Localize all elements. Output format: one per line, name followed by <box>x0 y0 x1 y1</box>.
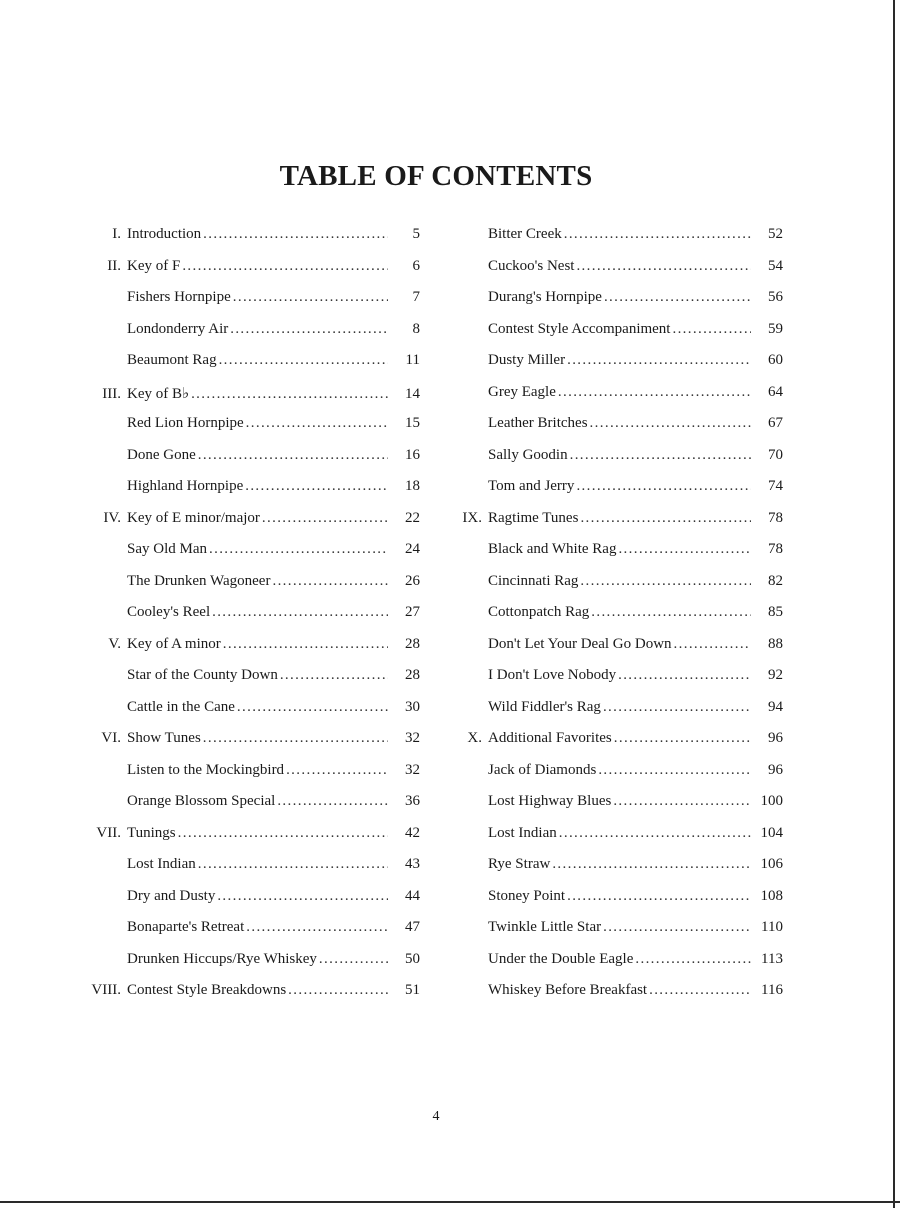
toc-section-number: III. <box>102 385 121 402</box>
toc-entry <box>70 951 420 983</box>
toc-page-number: 8 <box>412 320 420 337</box>
toc-page-number: 104 <box>760 824 783 841</box>
toc-entry-title: Ragtime Tunes <box>488 509 579 526</box>
toc-leader-dots <box>618 667 751 684</box>
toc-entry-title: Orange Blossom Special <box>127 793 276 809</box>
toc-entry-title: Show Tunes <box>127 730 201 746</box>
toc-column-right <box>458 226 783 1014</box>
toc-entry <box>458 573 783 605</box>
toc-leader-dots <box>598 762 751 779</box>
toc-leader-dots <box>567 352 751 369</box>
toc-entry-title: Bonaparte's Retreat <box>127 919 245 935</box>
toc-leader-dots <box>246 415 388 432</box>
toc-entry <box>70 919 420 951</box>
toc-entry-title: Cooley's Reel <box>127 604 211 620</box>
toc-entry-title: Durang's Hornpipe <box>488 289 602 305</box>
toc-entry <box>70 352 420 384</box>
toc-leader-dots <box>212 604 388 621</box>
toc-entry-title: Rye Straw <box>488 856 551 872</box>
toc-entry-title: Key of F <box>127 257 181 274</box>
toc-leader-dots <box>552 856 751 873</box>
toc-entry <box>70 573 420 605</box>
toc-section-number: IV. <box>103 509 121 526</box>
toc-entry-title: Key of B♭ <box>127 385 190 402</box>
toc-section-number: VII. <box>96 824 121 841</box>
toc-entry-title: Londonderry Air <box>127 320 229 337</box>
toc-entry-title: Introduction <box>127 226 202 242</box>
toc-entry <box>458 951 783 983</box>
toc-page-number: 6 <box>412 257 420 274</box>
toc-page-number: 11 <box>405 352 420 368</box>
toc-page-number: 78 <box>768 509 783 526</box>
toc-entry <box>70 415 420 447</box>
toc-entry <box>70 730 420 762</box>
toc-leader-dots <box>203 226 388 243</box>
toc-section-number: II. <box>107 257 121 274</box>
toc-entry-title: Dusty Miller <box>488 352 566 368</box>
toc-leader-dots <box>245 478 388 495</box>
toc-page-number: 32 <box>405 730 420 746</box>
toc-page-number: 64 <box>768 383 783 400</box>
toc-leader-dots <box>198 447 388 464</box>
toc-leader-dots <box>198 856 388 873</box>
toc-leader-dots <box>203 730 388 747</box>
toc-page-number: 22 <box>405 509 420 526</box>
toc-entry <box>458 636 783 668</box>
toc-page-number: 54 <box>768 257 783 274</box>
toc-entry-title: Listen to the Mockingbird <box>127 761 285 778</box>
toc-entry-title: Stoney Point <box>488 887 566 904</box>
toc-page-number: 110 <box>761 919 783 935</box>
toc-page-number: 116 <box>761 982 783 998</box>
toc-page-number: 52 <box>768 226 783 242</box>
toc-page-number: 56 <box>768 289 783 305</box>
toc-entry <box>458 699 783 731</box>
toc-page-number: 14 <box>405 385 420 402</box>
toc-entry <box>458 510 783 542</box>
toc-leader-dots <box>280 667 388 684</box>
toc-entry <box>458 604 783 636</box>
toc-leader-dots <box>217 888 388 905</box>
toc-entry-title: Under the Double Eagle <box>488 950 634 967</box>
toc-leader-dots <box>219 352 388 369</box>
toc-entry-title: Beaumont Rag <box>127 352 217 368</box>
toc-entry-title: Tunings <box>127 824 176 841</box>
page-edge-right <box>893 0 895 1208</box>
toc-page-number: 30 <box>405 698 420 715</box>
toc-entry-title: Lost Indian <box>127 856 196 872</box>
toc-entry-title: Jack of Diamonds <box>488 761 597 778</box>
toc-leader-dots <box>230 321 388 338</box>
toc-entry <box>70 478 420 510</box>
toc-entry <box>458 793 783 825</box>
toc-leader-dots <box>570 447 751 464</box>
toc-page-number: 94 <box>768 698 783 715</box>
toc-section-number: VI. <box>101 730 121 746</box>
toc-entry-title: Tom and Jerry <box>488 478 575 494</box>
toc-leader-dots <box>567 888 751 905</box>
toc-entry <box>70 604 420 636</box>
toc-page-number: 28 <box>405 635 420 652</box>
toc-page-number: 106 <box>760 856 783 872</box>
toc-entry <box>70 667 420 699</box>
toc-entry-title: Contest Style Breakdowns <box>127 982 287 998</box>
toc-leader-dots <box>286 762 388 779</box>
toc-entry <box>70 289 420 321</box>
toc-entry <box>458 762 783 794</box>
toc-leader-dots <box>182 258 388 275</box>
toc-entry <box>70 258 420 290</box>
toc-entry <box>458 888 783 920</box>
toc-entry <box>458 258 783 290</box>
toc-entry <box>70 699 420 731</box>
toc-entry <box>458 415 783 447</box>
toc-entry <box>458 478 783 510</box>
toc-entry-title: Don't Let Your Deal Go Down <box>488 635 672 652</box>
toc-page-number: 78 <box>768 541 783 557</box>
toc-leader-dots <box>614 730 751 747</box>
toc-page-number: 5 <box>412 226 420 242</box>
toc-page-number: 32 <box>405 761 420 778</box>
toc-entry-title: Sally Goodin <box>488 446 568 463</box>
page-edge-bottom <box>0 1201 900 1203</box>
toc-leader-dots <box>277 793 388 810</box>
toc-entry-title: Leather Britches <box>488 415 588 431</box>
toc-page-number: 59 <box>768 320 783 337</box>
toc-entry <box>70 384 420 416</box>
toc-entry-title: Cottonpatch Rag <box>488 604 590 620</box>
toc-page-number: 92 <box>768 667 783 683</box>
toc-page-number: 67 <box>768 415 783 431</box>
toc-entry-title: Lost Highway Blues <box>488 793 612 809</box>
toc-entry <box>70 982 420 1014</box>
toc-leader-dots <box>564 226 751 243</box>
toc-entry <box>458 321 783 353</box>
toc-leader-dots <box>618 541 751 558</box>
toc-leader-dots <box>635 951 751 968</box>
toc-entry <box>70 321 420 353</box>
toc-leader-dots <box>559 825 751 842</box>
toc-leader-dots <box>580 573 751 590</box>
toc-leader-dots <box>580 510 751 527</box>
toc-leader-dots <box>603 919 751 936</box>
toc-leader-dots <box>272 573 388 590</box>
toc-entry-title: Cattle in the Cane <box>127 698 235 715</box>
toc-leader-dots <box>672 321 751 338</box>
toc-entry-title: Contest Style Accompaniment <box>488 320 671 337</box>
toc-leader-dots <box>191 386 388 403</box>
toc-entry-title: Fishers Hornpipe <box>127 289 231 305</box>
toc-leader-dots <box>590 415 751 432</box>
toc-page-number: 27 <box>405 604 420 620</box>
toc-page-number: 15 <box>405 415 420 431</box>
toc-page-number: 96 <box>768 730 783 746</box>
toc-entry <box>458 919 783 951</box>
toc-entry-title: Bitter Creek <box>488 226 562 242</box>
toc-leader-dots <box>233 289 388 306</box>
toc-page-number: 28 <box>405 667 420 683</box>
toc-page-number: 7 <box>412 289 420 305</box>
toc-section-number: IX. <box>462 509 482 526</box>
toc-entry <box>70 762 420 794</box>
toc-section-number: VIII. <box>91 982 121 998</box>
toc-entry <box>70 636 420 668</box>
toc-entry-title: Additional Favorites <box>488 730 612 746</box>
toc-entry <box>70 226 420 258</box>
toc-entry <box>70 447 420 479</box>
toc-leader-dots <box>649 982 751 999</box>
toc-section-number: V. <box>108 635 121 652</box>
toc-entry <box>70 888 420 920</box>
toc-page-number: 85 <box>768 604 783 620</box>
toc-section-number: I. <box>112 226 121 242</box>
toc-page-number: 96 <box>768 761 783 778</box>
toc-entry <box>458 667 783 699</box>
toc-page-number: 113 <box>761 950 783 967</box>
toc-leader-dots <box>603 699 751 716</box>
toc-page-number: 26 <box>405 572 420 589</box>
toc-entry <box>70 856 420 888</box>
toc-page-number: 60 <box>768 352 783 368</box>
toc-leader-dots <box>246 919 388 936</box>
toc-entry-title: Cincinnati Rag <box>488 572 579 589</box>
toc-column-left <box>70 226 420 1014</box>
toc-entry-title: Black and White Rag <box>488 541 617 557</box>
toc-entry-title: Highland Hornpipe <box>127 478 244 494</box>
toc-entry-title: The Drunken Wagoneer <box>127 572 271 589</box>
toc-page-number: 24 <box>405 541 420 557</box>
toc-leader-dots <box>178 825 388 842</box>
toc-page-number: 44 <box>405 887 420 904</box>
toc-entry-title: Cuckoo's Nest <box>488 257 575 274</box>
toc-entry-title: Say Old Man <box>127 541 207 557</box>
toc-entry <box>70 825 420 857</box>
toc-entry-title: Wild Fiddler's Rag <box>488 698 601 715</box>
toc-leader-dots <box>576 478 751 495</box>
toc-entry-title: Grey Eagle <box>488 383 556 400</box>
toc-entry <box>458 541 783 573</box>
toc-entry <box>458 856 783 888</box>
toc-entry-title: Done Gone <box>127 446 196 463</box>
toc-entry-title: Twinkle Little Star <box>488 919 602 935</box>
toc-leader-dots <box>613 793 751 810</box>
toc-entry-title: Key of E minor/major <box>127 509 260 526</box>
toc-page-number: 74 <box>768 478 783 494</box>
toc-page-number: 47 <box>405 919 420 935</box>
toc-entry-title: Red Lion Hornpipe <box>127 415 244 431</box>
toc-page-number: 70 <box>768 446 783 463</box>
toc-leader-dots <box>591 604 751 621</box>
toc-entry-title: Dry and Dusty <box>127 887 216 904</box>
toc-page-number: 18 <box>405 478 420 494</box>
toc-entry-title: Key of A minor <box>127 635 221 652</box>
toc-entry-title: Whiskey Before Breakfast <box>488 982 648 998</box>
toc-entry-title: Lost Indian <box>488 824 557 841</box>
toc-page-number: 82 <box>768 572 783 589</box>
toc-page-number: 43 <box>405 856 420 872</box>
toc-section-number: X. <box>467 730 482 746</box>
toc-page-number: 16 <box>405 446 420 463</box>
toc-entry-title: Star of the County Down <box>127 667 278 683</box>
toc-entry <box>70 510 420 542</box>
toc-entry <box>458 289 783 321</box>
toc-page-number: 108 <box>760 887 783 904</box>
toc-leader-dots <box>604 289 751 306</box>
toc-page-number: 100 <box>760 793 783 809</box>
toc-leader-dots <box>223 636 388 653</box>
toc-entry <box>458 352 783 384</box>
toc-entry <box>458 730 783 762</box>
toc-entry <box>458 982 783 1014</box>
toc-entry <box>70 793 420 825</box>
toc-entry <box>458 825 783 857</box>
toc-leader-dots <box>319 951 388 968</box>
toc-entry <box>70 541 420 573</box>
toc-page-number: 42 <box>405 824 420 841</box>
toc-page-number: 88 <box>768 635 783 652</box>
toc-leader-dots <box>237 699 388 716</box>
toc-entry <box>458 226 783 258</box>
toc-leader-dots <box>674 636 751 653</box>
toc-entry <box>458 384 783 416</box>
toc-leader-dots <box>262 510 388 527</box>
toc-entry <box>458 447 783 479</box>
toc-leader-dots <box>209 541 388 558</box>
page-title: TABLE OF CONTENTS <box>279 160 593 192</box>
toc-page-number: 51 <box>405 982 420 998</box>
toc-leader-dots <box>288 982 388 999</box>
page-number: 4 <box>432 1109 440 1124</box>
toc-leader-dots <box>576 258 751 275</box>
toc-entry-title: I Don't Love Nobody <box>488 667 617 683</box>
toc-page-number: 50 <box>405 950 420 967</box>
toc-entry-title: Drunken Hiccups/Rye Whiskey <box>127 950 317 967</box>
toc-leader-dots <box>558 384 751 401</box>
toc-page-number: 36 <box>405 793 420 809</box>
